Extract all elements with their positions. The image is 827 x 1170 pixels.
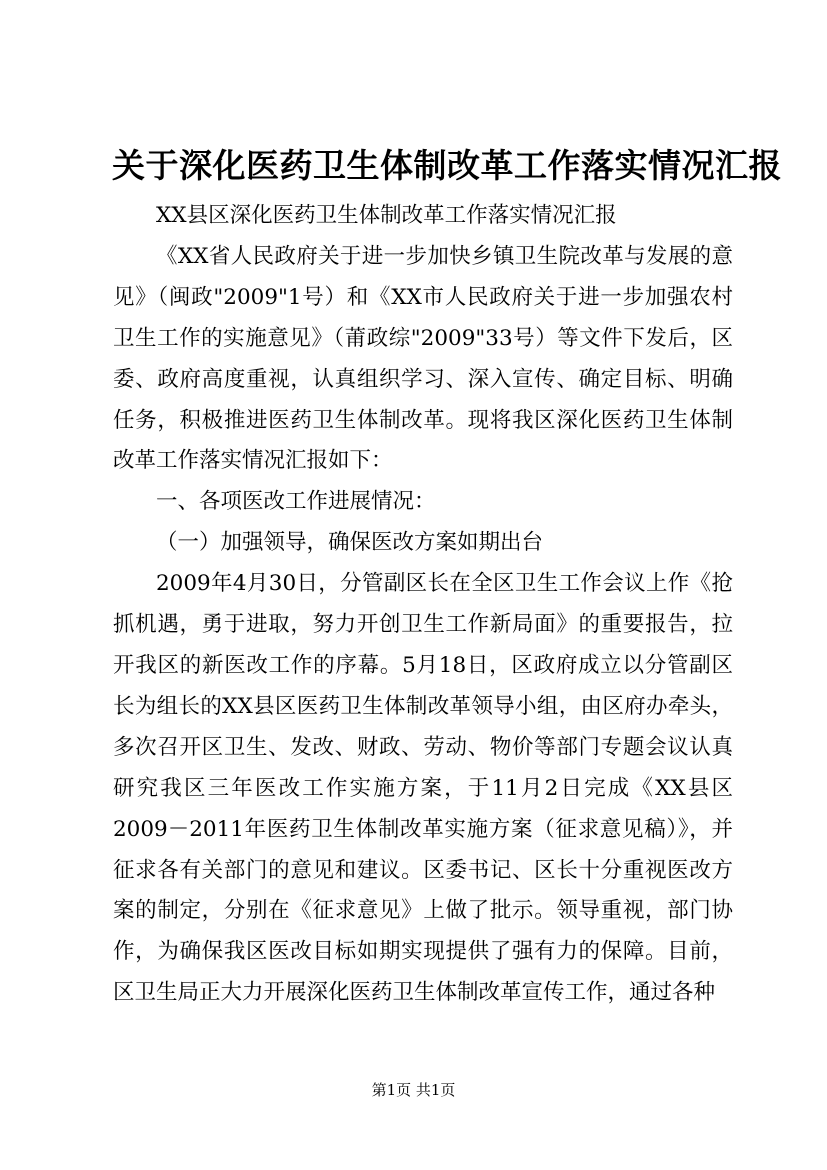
body-paragraph: 2009年4月30日，分管副区长在全区卫生工作会议上作《抢抓机遇，勇于进取，努力开创卫生工作新局面》的重要报告，拉开我区的新医改工作的序幕。5月18日，区政府成立以分管副区长为组长的XX县区医药卫生体制改革领导小组，由区府办牵头，多次召开区卫生、发改、财政、劳动、物价等部门专题会议认真研究我区三年医改工作实施方案，于11月2日完成《XX县区2009－2011年医药卫生体制改革实施方案（征求意见稿）》，并征求各有关部门的意见和建议。区委书记、区长十分重视医改方案的制定，分别在《征求意见》上做了批示。领导重视，部门协作，为确保我区医改目标如期实现提供了强有力的保障。目前，区卫生局正大力开展深化医药卫生体制改革宣传工作，通过各种 (113, 571, 733, 1006)
section-heading: 一、各项医改工作进展情况： (156, 489, 436, 515)
document-body (113, 196, 733, 1014)
document-title: 关于深化医药卫生体制改革工作落实情况汇报 (112, 146, 782, 185)
page-number-footer: 第1页 共1页 (371, 1081, 456, 1099)
report-subtitle: XX县区深化医药卫生体制改革工作落实情况汇报 (156, 203, 617, 228)
subsection-heading: （一）加强领导，确保医改方案如期出台 (156, 530, 544, 556)
intro-paragraph: 《XX省人民政府关于进一步加快乡镇卫生院改革与发展的意见》（闽政"2009"1号）和《XX市人民政府关于进一步加强农村卫生工作的实施意见》（莆政综"2009"33号）等文件下发后，区委、政府高度重视，认真组织学习、深入宣传、确定目标、明确任务，积极推进医药卫生体制改革。现将我区深化医药卫生体制改革工作落实情况汇报如下： (113, 243, 733, 474)
